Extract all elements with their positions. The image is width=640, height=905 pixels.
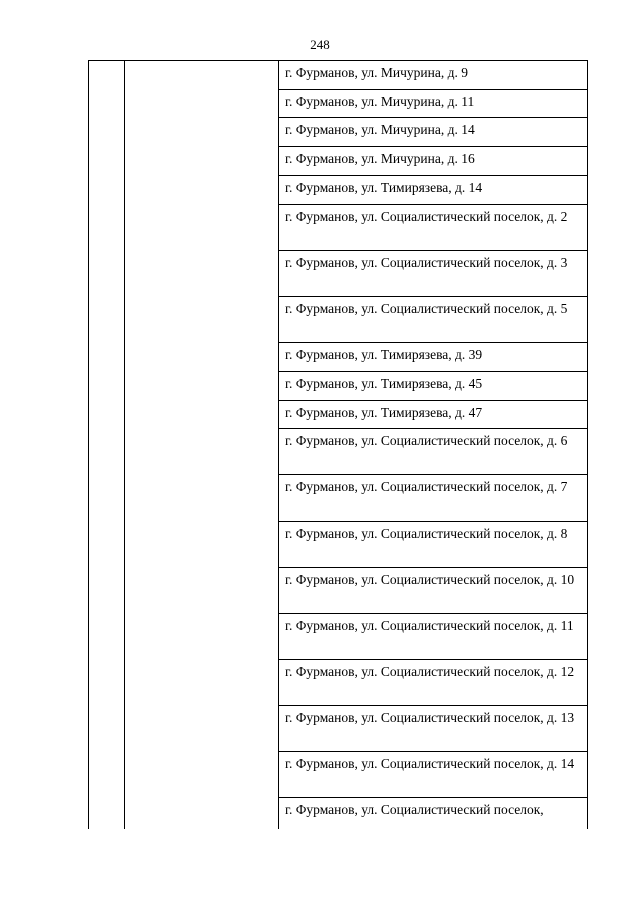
address-cell: г. Фурманов, ул. Социалистический поселок, д. 5 bbox=[279, 296, 588, 342]
address-cell: г. Фурманов, ул. Социалистический поселок, д. 7 bbox=[279, 475, 588, 521]
address-cell: г. Фурманов, ул. Тимирязева, д. 47 bbox=[279, 400, 588, 429]
empty-cell-number bbox=[89, 61, 125, 830]
address-cell: г. Фурманов, ул. Социалистический поселок, д. 10 bbox=[279, 567, 588, 613]
address-table bbox=[88, 60, 588, 829]
address-cell: г. Фурманов, ул. Социалистический поселок, д. 6 bbox=[279, 429, 588, 475]
empty-cell-name bbox=[125, 61, 279, 830]
address-cell: г. Фурманов, ул. Социалистический поселок, д. 3 bbox=[279, 250, 588, 296]
address-cell: г. Фурманов, ул. Мичурина, д. 14 bbox=[279, 118, 588, 147]
address-rows bbox=[89, 61, 588, 830]
address-cell: г. Фурманов, ул. Социалистический поселок, bbox=[279, 798, 588, 829]
address-cell: г. Фурманов, ул. Социалистический поселок, д. 11 bbox=[279, 613, 588, 659]
address-cell: г. Фурманов, ул. Социалистический поселок, д. 14 bbox=[279, 752, 588, 798]
table-row bbox=[89, 61, 588, 90]
address-cell: г. Фурманов, ул. Тимирязева, д. 14 bbox=[279, 175, 588, 204]
address-cell: г. Фурманов, ул. Мичурина, д. 16 bbox=[279, 147, 588, 176]
address-cell: г. Фурманов, ул. Тимирязева, д. 39 bbox=[279, 343, 588, 372]
address-cell: г. Фурманов, ул. Мичурина, д. 11 bbox=[279, 89, 588, 118]
address-cell: г. Фурманов, ул. Социалистический поселок, д. 13 bbox=[279, 706, 588, 752]
address-cell: г. Фурманов, ул. Тимирязева, д. 45 bbox=[279, 371, 588, 400]
address-cell: г. Фурманов, ул. Социалистический поселок, д. 12 bbox=[279, 660, 588, 706]
page-number: 248 bbox=[310, 37, 330, 52]
address-cell: г. Фурманов, ул. Мичурина, д. 9 bbox=[279, 61, 588, 90]
address-cell: г. Фурманов, ул. Социалистический поселок, д. 2 bbox=[279, 204, 588, 250]
address-cell: г. Фурманов, ул. Социалистический поселок, д. 8 bbox=[279, 521, 588, 567]
